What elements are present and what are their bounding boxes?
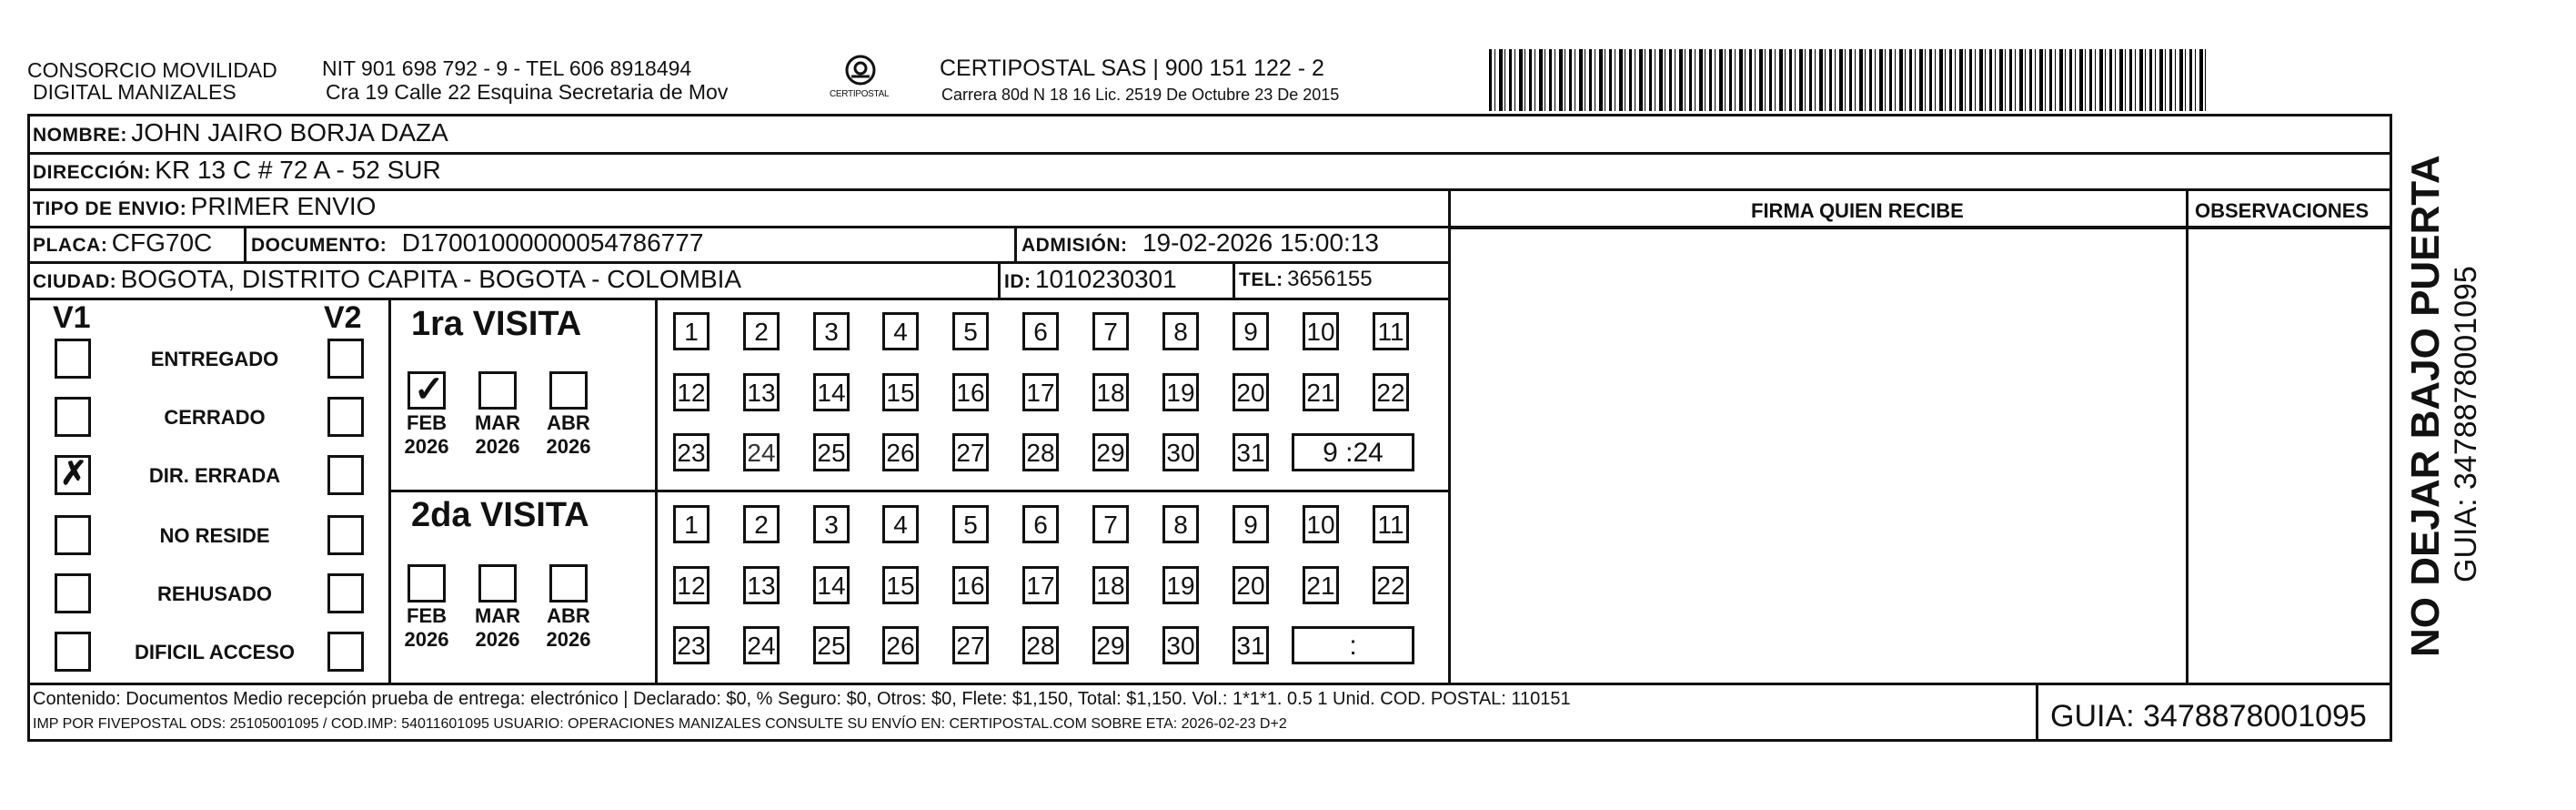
visit2-day[interactable]: 17: [1022, 566, 1059, 604]
direccion-field: [33, 156, 441, 185]
documento-value: D17001000000054786777: [401, 228, 704, 257]
visit2-day[interactable]: 14: [813, 566, 850, 604]
ciudad-value: BOGOTA, DISTRITO CAPITA - BOGOTA - COLOMBIA: [120, 265, 742, 293]
v2-checkbox[interactable]: [327, 573, 364, 613]
visit1-day[interactable]: 13: [743, 373, 780, 411]
barcode: [1489, 49, 2209, 111]
visit2-day[interactable]: 7: [1092, 505, 1129, 543]
visit1-month-label: FEB: [407, 411, 447, 434]
visit1-day[interactable]: 21: [1303, 373, 1339, 411]
visit2-day[interactable]: 23: [673, 626, 709, 664]
visit1-day[interactable]: 4: [882, 312, 919, 350]
visit1-day[interactable]: 25: [813, 433, 850, 471]
divider: [27, 188, 2392, 191]
id-value: 1010230301: [1034, 265, 1177, 293]
divider: [27, 261, 1450, 264]
visit2-month-label: MAR: [474, 604, 521, 627]
visit1-day[interactable]: 9: [1233, 312, 1269, 350]
visit2-day[interactable]: 28: [1022, 626, 1059, 664]
status-label: NO RESIDE: [159, 524, 270, 547]
visit1-month-label: ABR: [547, 411, 590, 434]
visit2-month-checkbox[interactable]: [549, 564, 588, 602]
visit1-day[interactable]: 30: [1162, 433, 1199, 471]
divider: [244, 226, 247, 262]
visit2-month-year: 2026: [475, 628, 520, 651]
visit2-day[interactable]: 26: [882, 626, 919, 664]
direccion-value: KR 13 C # 72 A - 52 SUR: [155, 156, 441, 184]
visit2-day[interactable]: 20: [1233, 566, 1269, 604]
ciudad-field: [33, 265, 741, 294]
logo-text: CERTIPOSTAL: [830, 89, 890, 99]
v2-label: V2: [324, 300, 362, 335]
visit1-day[interactable]: 15: [882, 373, 919, 411]
v2-checkbox[interactable]: [327, 455, 364, 495]
tipo-envio-field: [33, 192, 376, 221]
v1-checkbox[interactable]: [55, 339, 91, 379]
visit2-day[interactable]: 9: [1233, 505, 1269, 543]
visit1-month-year: 2026: [404, 435, 449, 458]
side-guia: GUIA: 3478878001095: [2449, 266, 2483, 582]
tel-field: [1239, 267, 1373, 292]
visit1-day[interactable]: 8: [1162, 312, 1199, 350]
documento-field: [251, 228, 703, 258]
visit1-day[interactable]: 22: [1373, 373, 1409, 411]
visit2-day[interactable]: 1: [673, 505, 709, 543]
visit1-day[interactable]: 14: [813, 373, 850, 411]
visit1-month-checkbox[interactable]: [408, 371, 446, 410]
observaciones-label: OBSERVACIONES: [2195, 199, 2370, 222]
visit2-day[interactable]: 10: [1303, 505, 1339, 543]
visit1-day[interactable]: 28: [1022, 433, 1059, 471]
visit1-title: 1ra VISITA: [411, 305, 582, 343]
divider: [1014, 226, 1017, 262]
divider: [2036, 683, 2038, 742]
visit2-day[interactable]: 3: [813, 505, 850, 543]
contenido-text: Contenido: Documentos Medio recepción prueba de entrega: electrónico | Declarado: $0, % Seguro: $0, Otros: $0, Flete: $1,150, Total: $1,150. Vol.: 1*1*1. 0.5 1 Unid. COD. POSTAL: 110151: [33, 689, 1571, 709]
placa-label: PLACA:: [33, 235, 108, 256]
nombre-label: NOMBRE:: [33, 125, 127, 146]
visit2-month-label: ABR: [547, 604, 590, 627]
visit2-day[interactable]: 18: [1092, 566, 1129, 604]
guia-footer: GUIA: 3478878001095: [2050, 699, 2367, 734]
direccion-label: DIRECCIÓN:: [33, 162, 151, 183]
status-label: REHUSADO: [157, 582, 272, 605]
visit1-day[interactable]: 3: [813, 312, 850, 350]
tel-value: 3656155: [1287, 267, 1373, 291]
imp-text: IMP POR FIVEPOSTAL ODS: 25105001095 / COD.IMP: 54011601095 USUARIO: OPERACIONES MANIZALES CONSULTE SU ENVÍO EN: CERTIPOSTAL.COM SOBRE ETA: 2026-02-23 D+2: [33, 716, 1287, 732]
nombre-value: JOHN JAIRO BORJA DAZA: [131, 118, 448, 147]
id-label: ID:: [1004, 271, 1031, 292]
placa-value: CFG70C: [111, 228, 213, 257]
divider: [1448, 188, 1451, 683]
firma-label: FIRMA QUIEN RECIBE: [1751, 199, 1964, 222]
visit2-day[interactable]: 30: [1162, 626, 1199, 664]
visit1-day[interactable]: 7: [1092, 312, 1129, 350]
visit1-day[interactable]: 20: [1233, 373, 1269, 411]
certipostal-line: CERTIPOSTAL SAS | 900 151 122 - 2: [940, 56, 1324, 81]
divider: [27, 298, 1450, 300]
form-frame: [27, 114, 2392, 742]
visit2-day[interactable]: 5: [952, 505, 989, 543]
visit2-month-year: 2026: [404, 628, 449, 651]
visit2-title: 2da VISITA: [411, 496, 589, 534]
visit1-month-year: 2026: [546, 435, 591, 458]
divider: [2186, 188, 2189, 683]
documento-label: DOCUMENTO:: [251, 235, 387, 256]
visit2-month-year: 2026: [546, 628, 591, 651]
visit2-day[interactable]: 21: [1303, 566, 1339, 604]
nit-line: NIT 901 698 792 - 9 - TEL 606 8918494: [322, 56, 692, 80]
visit2-time[interactable]: :: [1292, 626, 1414, 664]
v1-checkbox[interactable]: [55, 632, 91, 672]
status-label: CERRADO: [164, 406, 266, 429]
visit1-day[interactable]: 1: [673, 312, 709, 350]
placa-field: [33, 228, 212, 258]
visit1-day[interactable]: 12: [673, 373, 709, 411]
divider: [1448, 227, 2392, 229]
status-label: DIFICIL ACCESO: [134, 641, 295, 663]
status-label: ENTREGADO: [150, 348, 279, 370]
divider: [27, 152, 2392, 155]
tel-label: TEL:: [1239, 269, 1283, 290]
v1-label: V1: [53, 300, 91, 335]
visit1-time[interactable]: 9 :24: [1292, 433, 1414, 471]
ciudad-label: CIUDAD:: [33, 271, 117, 292]
visit2-day[interactable]: 8: [1162, 505, 1199, 543]
visit2-day[interactable]: 6: [1022, 505, 1059, 543]
admision-value: 19-02-2026 15:00:13: [1142, 228, 1379, 257]
visit2-day[interactable]: 11: [1373, 505, 1409, 543]
visit1-month-label: MAR: [474, 411, 521, 434]
visit2-day[interactable]: 15: [882, 566, 919, 604]
visit1-day[interactable]: 23: [673, 433, 709, 471]
status-label: DIR. ERRADA: [148, 464, 281, 487]
visit1-day[interactable]: 24: [743, 433, 780, 471]
visit1-day[interactable]: 2: [743, 312, 780, 350]
visit2-month-checkbox[interactable]: [408, 564, 446, 602]
v1-checkbox[interactable]: [55, 397, 91, 437]
tipo-envio-label: TIPO DE ENVIO:: [33, 198, 187, 219]
admision-label: ADMISIÓN:: [1021, 235, 1128, 256]
visit1-day[interactable]: 26: [882, 433, 919, 471]
visit1-day[interactable]: 5: [952, 312, 989, 350]
admision-field: [1021, 228, 1379, 258]
visit1-day[interactable]: 18: [1092, 373, 1129, 411]
company-address: Cra 19 Calle 22 Esquina Secretaria de Mov: [326, 80, 729, 104]
v1-checkbox[interactable]: [55, 455, 91, 495]
id-field: [1004, 265, 1177, 294]
v2-checkbox[interactable]: [327, 397, 364, 437]
visit1-month-checkbox[interactable]: [478, 371, 517, 410]
visit2-month-checkbox[interactable]: [478, 564, 517, 602]
certipostal-address: Carrera 80d N 18 16 Lic. 2519 De Octubre 23 De 2015: [941, 86, 1340, 104]
visit1-month-checkbox[interactable]: [549, 371, 588, 410]
visit1-day[interactable]: 10: [1303, 312, 1339, 350]
visit1-day[interactable]: 11: [1373, 312, 1409, 350]
visit1-day[interactable]: 6: [1022, 312, 1059, 350]
visit2-month-label: FEB: [407, 604, 447, 627]
visit1-day[interactable]: 29: [1092, 433, 1129, 471]
company-name-line1: CONSORCIO MOVILIDAD: [27, 58, 277, 82]
visit2-day[interactable]: 31: [1233, 626, 1269, 664]
visit2-day[interactable]: 22: [1373, 566, 1409, 604]
visit1-day[interactable]: 16: [952, 373, 989, 411]
v1-checkbox[interactable]: [55, 515, 91, 555]
visit2-day[interactable]: 4: [882, 505, 919, 543]
visit2-day[interactable]: 12: [673, 566, 709, 604]
divider: [1233, 261, 1235, 298]
visit1-day[interactable]: 31: [1233, 433, 1269, 471]
side-warning: NO DEJAR BAJO PUERTA: [2403, 155, 2448, 657]
company-name-line2: DIGITAL MANIZALES: [33, 80, 236, 104]
visit2-day[interactable]: 16: [952, 566, 989, 604]
divider: [388, 490, 1450, 492]
visit2-day[interactable]: 19: [1162, 566, 1199, 604]
visit2-day[interactable]: 27: [952, 626, 989, 664]
visit2-day[interactable]: 25: [813, 626, 850, 664]
visit2-day[interactable]: 24: [743, 626, 780, 664]
visit2-day[interactable]: 29: [1092, 626, 1129, 664]
v2-checkbox[interactable]: [327, 339, 364, 379]
visit2-day[interactable]: 13: [743, 566, 780, 604]
visit2-day[interactable]: 2: [743, 505, 780, 543]
visit1-month-year: 2026: [475, 435, 520, 458]
v2-checkbox[interactable]: [327, 515, 364, 555]
divider: [998, 261, 1001, 298]
v1-checkbox[interactable]: [55, 573, 91, 613]
tipo-envio-value: PRIMER ENVIO: [190, 192, 377, 220]
visit1-day[interactable]: 17: [1022, 373, 1059, 411]
visit1-day[interactable]: 19: [1162, 373, 1199, 411]
nombre-field: [33, 118, 448, 147]
v2-checkbox[interactable]: [327, 632, 364, 672]
visit1-day[interactable]: 27: [952, 433, 989, 471]
